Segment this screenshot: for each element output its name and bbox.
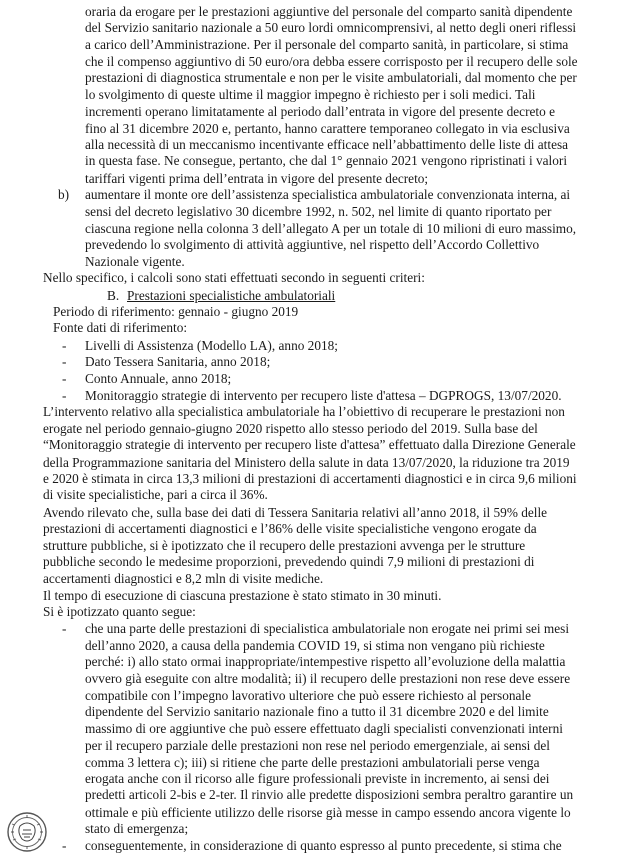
text-line: Periodo di riferimento: gennaio - giugno 2019 (53, 304, 299, 319)
text-line: comma 3 lettera c); iii) si ritiene che parte delle prestazioni ambulatoriali perse venga (85, 754, 540, 770)
text-line: Il tempo di esecuzione di ciascuna prestazione è stato stimato in 30 minuti. (43, 587, 442, 603)
text-line: lo svolgimento di queste ultime il maggior impegno è richiesto per i soli medici. Tali (85, 86, 536, 102)
text-line: fino al 31 dicembre 2020 e, pertanto, hanno carattere temporaneo collegato in via esclusiva (85, 120, 570, 136)
text-line: prevedendo lo svolgimento di attività aggiuntive, nel rispetto dell’Accordo Collettivo (85, 237, 540, 253)
text-line: compatibile con l’impegno lavorativo ulteriore che può essere richiesto al personale (85, 688, 532, 703)
text-line: di visite specialistiche, pari a circa il 36%. (43, 487, 268, 503)
text-line: per il recupero parziale delle prestazioni non rese nel periodo emergenziale, ai sensi del (85, 738, 550, 754)
text-line: dell’anno 2020, a causa della pandemia COVID 19, si stima non vengano più richieste (85, 637, 545, 653)
text-line: accertamenti diagnostici e 8,2 mln di visite mediche. (43, 571, 324, 587)
text-line: prestazioni di diagnostica strumentale e non per le visite ambulatoriali, dal momento che per (85, 70, 577, 86)
text-line: a carico dell’Amministrazione. Per il personale del comparto sanità, in particolare, si stima (85, 36, 569, 52)
text-line: Fonte dati di riferimento: (53, 320, 188, 336)
text-line: che il compenso aggiuntivo di 50 euro/ora debba essere corrisposto per il recupero delle sole (85, 54, 578, 69)
list-marker-b: b) (58, 187, 70, 203)
bullet-dash: - (62, 337, 67, 353)
text-line: prestazioni di accertamenti diagnostici e l’86% delle visite specialistiche vengono erogate da (43, 521, 537, 537)
text-line: del Servizio sanitario nazionale a 50 euro lordi omnicomprensivi, al netto degli oneri riflessi (85, 20, 577, 36)
text-line: Si è ipotizzato quanto segue: (43, 604, 196, 619)
text-line: predetti articoli 2-bis e 2-ter. Il rinvio alle predette disposizioni sembra peraltro garantire un (85, 787, 574, 803)
text-line: strutture pubbliche, si è ipotizzato che il recupero delle prestazioni avvenga per le strutture (43, 537, 526, 553)
text-line: sensi del decreto legislativo 30 dicembre 1992, n. 502, nel limite di quanto riportato per (85, 203, 552, 219)
text-line: della Programmazione sanitaria del Ministero della salute in data 13/07/2020, la riduzione tra 2019 (43, 454, 570, 470)
text-line: oraria da erogare per le prestazioni aggiuntive del personale del comparto sanità dipendente (85, 3, 573, 19)
text-line: Avendo rilevato che, sulla base dei dati di Tessera Sanitaria relativi all’anno 2018, il 59% delle (43, 504, 548, 520)
text-line: aumentare il monte ore dell’assistenza specialistica ambulatoriale convenzionata interna, ai (85, 187, 571, 203)
bullet-dash: - (62, 354, 67, 370)
section-heading: Prestazioni specialistiche ambulatoriali (127, 287, 336, 303)
text-line: in questa fase. Ne consegue, pertanto, che dal 1° gennaio 2021 vengono ripristinati i valori (85, 153, 568, 169)
text-line: ovvero già eseguite con altre modalità; ii) il recupero delle prestazioni non rese deve essere (85, 670, 571, 686)
text-line: massimo di ore aggiuntive che può essere effettuato dagli specialisti convenzionati interni (85, 720, 563, 736)
text-line: erogate nel periodo gennaio-giugno 2020 rispetto allo stesso periodo del 2019. Sulla base del (43, 420, 538, 436)
text-line: erogata anche con il ricorso alle figure professionali previste in incremento, ai sensi dei (85, 771, 550, 786)
list-item: Monitoraggio strategie di intervento per recupero liste d'attesa – DGPROGS, 13/07/2020. (85, 387, 562, 403)
bullet-dash: - (62, 370, 67, 386)
text-line: ottimale e più efficiente utilizzo delle risorse già messe in campo essendo ancora vigente lo (85, 804, 571, 820)
text-line: “Monitoraggio strategie di intervento per recupero liste d'attesa” effettuato dalla Direzione Generale (43, 437, 576, 453)
text-line: stato di emergenza; (85, 821, 189, 837)
text-line: dipendente del Servizio sanitario nazionale fino a tutto il 31 dicembre 2020 e del limite (85, 704, 549, 720)
list-item: Livelli di Assistenza (Modello LA), anno 2018; (85, 337, 338, 353)
bullet-dash: - (62, 621, 67, 637)
section-label: B. (107, 287, 120, 303)
text-line: ciascuna regione nella colonna 3 dell’allegato A per un totale di 10 milioni di euro massimo, (85, 221, 577, 236)
text-line: L’intervento relativo alla specialistica ambulatoriale ha l’obiettivo di recuperare le prestazioni non (43, 404, 565, 420)
text-line: alla necessità di un meccanismo incentivante efficace nell’abbattimento delle liste di attesa (85, 137, 569, 152)
text-line: pubbliche secondo le medesime proporzioni, prevedendo quindi 7,9 milioni di prestazioni di (43, 553, 535, 569)
list-item: Conto Annuale, anno 2018; (85, 370, 232, 386)
text-line: Nello specifico, i calcoli sono stati effettuati secondo in seguenti criteri: (43, 270, 425, 286)
text-line: che una parte delle prestazioni di specialistica ambulatoriale non erogate nei primi sei mesi (85, 621, 570, 637)
text-line: Nazionale vigente. (85, 253, 185, 269)
text-line: incrementi operano limitatamente al periodo dall’entrata in vigore del presente decreto e (85, 104, 555, 120)
official-seal-stamp (6, 810, 48, 854)
text-line: tariffari vigenti prima dell’entrata in vigore del presente decreto; (85, 170, 429, 186)
bullet-dash: - (62, 837, 67, 853)
bullet-dash: - (62, 387, 67, 403)
list-item: Dato Tessera Sanitaria, anno 2018; (85, 354, 271, 370)
text-line: perché: i) allo stato ormai inappropriate/intempestive rispetto all’evoluzione della malattia (85, 654, 566, 670)
text-line: conseguentemente, in considerazione di quanto espresso al punto precedente, si stima che (85, 837, 562, 853)
text-line: e 2020 è stimata in circa 13,3 milioni di prestazioni di accertamenti diagnostici e in circa 9,6 milioni (43, 470, 577, 486)
